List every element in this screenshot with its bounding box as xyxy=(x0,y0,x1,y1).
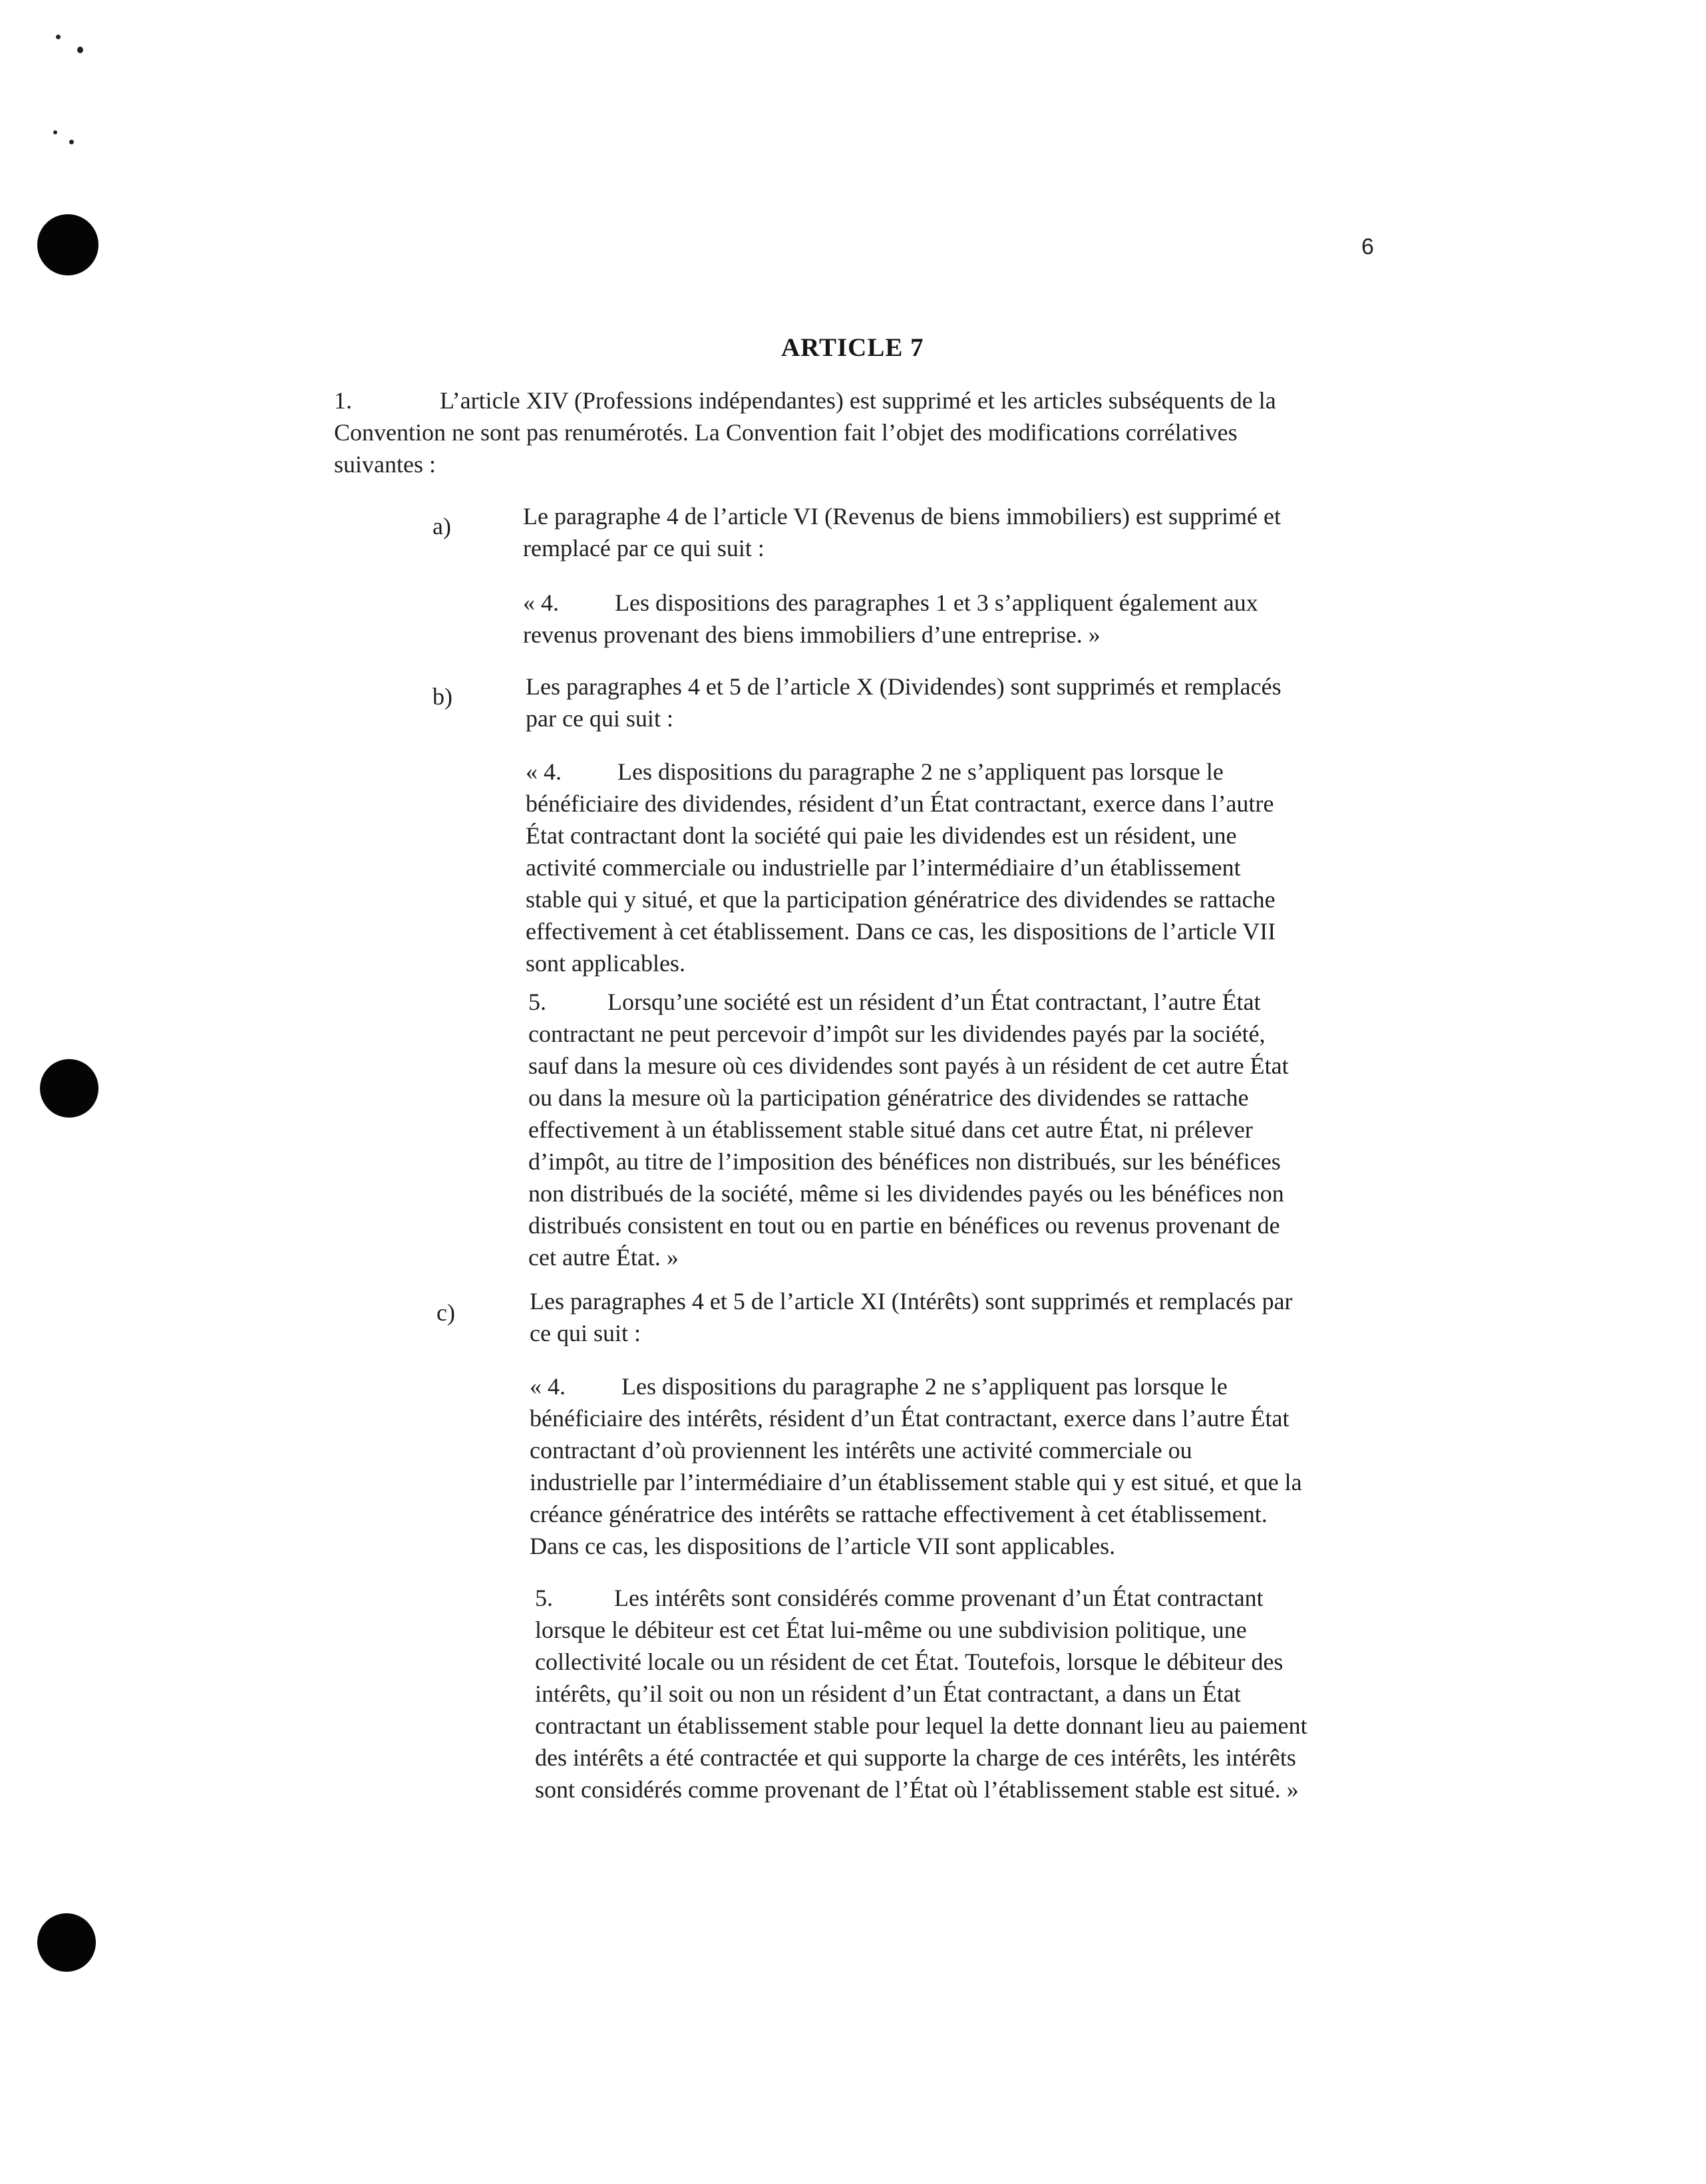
item-c-p5-line: intérêts, qu’il soit ou non un résident d’un État contractant, a dans un État xyxy=(535,1680,1241,1707)
paragraph-1-line: Convention ne sont pas renumérotés. La Convention fait l’objet des modifications corrélatives xyxy=(334,419,1238,446)
item-b-p4-line: État contractant dont la société qui paie les dividendes est un résident, une xyxy=(526,822,1237,849)
item-c-intro-line: ce qui suit : xyxy=(530,1320,641,1346)
item-b-intro-line: Les paragraphes 4 et 5 de l’article X (Dividendes) sont supprimés et remplacés xyxy=(526,673,1281,700)
item-b-p4-line: sont applicables. xyxy=(526,950,685,977)
item-c-p5-line: 5. Les intérêts sont considérés comme provenant d’un État contractant xyxy=(535,1582,1400,1614)
item-c-paragraph-4 xyxy=(530,1370,1395,1562)
item-a-intro-line: Le paragraphe 4 de l’article VI (Revenus de biens immobiliers) est supprimé et xyxy=(523,503,1281,530)
item-b-p4-line: « 4. Les dispositions du paragraphe 2 ne s’appliquent pas lorsque le xyxy=(526,756,1391,788)
item-c-intro xyxy=(530,1285,1395,1349)
item-b-p5-line: ou dans la mesure où la participation génératrice des dividendes se rattache xyxy=(528,1084,1249,1111)
item-b-paragraph-4 xyxy=(526,756,1391,979)
punch-hole-bottom xyxy=(37,1913,96,1972)
item-c-p5-line: lorsque le débiteur est cet État lui-même ou une subdivision politique, une xyxy=(535,1617,1247,1643)
scan-speck xyxy=(77,47,83,53)
item-b-p4-line: effectivement à cet établissement. Dans ce cas, les dispositions de l’article VII xyxy=(526,918,1276,945)
item-b-intro-line: par ce qui suit : xyxy=(526,705,673,732)
item-b-p5-line: effectivement à un établissement stable situé dans cet autre État, ni prélever xyxy=(528,1116,1253,1143)
article-title: ARTICLE 7 xyxy=(781,333,924,362)
item-b-p5-line: 5. Lorsqu’une société est un résident d’un État contractant, l’autre État xyxy=(528,986,1393,1018)
item-a-paragraph-4 xyxy=(523,587,1388,651)
item-c-p4-line: Dans ce cas, les dispositions de l’article VII sont applicables. xyxy=(530,1533,1116,1559)
page-number: 6 xyxy=(1361,234,1374,259)
item-a-intro-line: remplacé par ce qui suit : xyxy=(523,535,765,561)
paragraph-1-line: suivantes : xyxy=(334,451,436,478)
item-c-p4-line: contractant d’où proviennent les intérêts une activité commerciale ou xyxy=(530,1437,1192,1464)
item-b-p5-line: sauf dans la mesure où ces dividendes sont payés à un résident de cet autre État xyxy=(528,1052,1289,1079)
item-b-paragraph-5 xyxy=(528,986,1393,1273)
item-b-p4-line: bénéficiaire des dividendes, résident d’un État contractant, exerce dans l’autre xyxy=(526,790,1274,817)
item-c-paragraph-5 xyxy=(535,1582,1400,1805)
item-label-b: b) xyxy=(432,683,452,710)
quoted-paragraph-number: « 4. xyxy=(530,1373,566,1400)
item-b-p5-line: distribués consistent en tout ou en partie en bénéfices ou revenus provenant de xyxy=(528,1212,1280,1239)
item-a-p4-line: « 4. Les dispositions des paragraphes 1 et 3 s’appliquent également aux xyxy=(523,587,1388,619)
quoted-paragraph-number: 5. xyxy=(528,989,546,1015)
punch-hole-top xyxy=(37,214,98,275)
item-c-p5-line: sont considérés comme provenant de l’État où l’établissement stable est situé. » xyxy=(535,1776,1299,1803)
item-c-p4-line: « 4. Les dispositions du paragraphe 2 ne s’appliquent pas lorsque le xyxy=(530,1370,1395,1402)
item-label-a: a) xyxy=(432,513,451,540)
scan-speck xyxy=(56,35,61,39)
quoted-paragraph-number: « 4. xyxy=(523,589,559,616)
item-b-p5-line: cet autre État. » xyxy=(528,1244,679,1271)
item-c-intro-line: Les paragraphes 4 et 5 de l’article XI (Intérêts) sont supprimés et remplacés par xyxy=(530,1288,1293,1315)
item-c-p4-line: bénéficiaire des intérêts, résident d’un État contractant, exerce dans l’autre État xyxy=(530,1405,1289,1432)
scan-speck xyxy=(53,130,57,134)
paragraph-1-line: 1. L’article XIV (Professions indépendantes) est supprimé et les articles subséquents de la xyxy=(334,385,1372,416)
item-c-p5-line: des intérêts a été contractée et qui supporte la charge de ces intérêts, les intérêts xyxy=(535,1744,1296,1771)
item-b-intro xyxy=(526,671,1391,734)
paragraph-number: 1. xyxy=(334,387,352,414)
item-a-p4-line: revenus provenant des biens immobiliers d’une entreprise. » xyxy=(523,621,1101,648)
item-b-p4-line: stable qui y situé, et que la participation génératrice des dividendes se rattache xyxy=(526,886,1276,913)
item-label-c: c) xyxy=(436,1299,455,1326)
quoted-paragraph-number: « 4. xyxy=(526,758,562,785)
item-c-p5-line: collectivité locale ou un résident de cet État. Toutefois, lorsque le débiteur des xyxy=(535,1648,1283,1675)
item-c-p4-line: créance génératrice des intérêts se rattache effectivement à cet établissement. xyxy=(530,1501,1268,1527)
item-a-intro xyxy=(523,500,1388,564)
item-b-p5-line: d’impôt, au titre de l’imposition des bénéfices non distribués, sur les bénéfices xyxy=(528,1148,1281,1175)
item-c-p5-line: contractant un établissement stable pour lequel la dette donnant lieu au paiement xyxy=(535,1712,1307,1739)
quoted-paragraph-number: 5. xyxy=(535,1585,553,1611)
item-b-p5-line: contractant ne peut percevoir d’impôt sur les dividendes payés par la société, xyxy=(528,1020,1266,1047)
item-b-p4-line: activité commerciale ou industrielle par l’intermédiaire d’un établissement xyxy=(526,854,1241,881)
scan-speck xyxy=(69,140,74,144)
punch-hole-middle xyxy=(40,1059,98,1118)
item-b-p5-line: non distribués de la société, même si les dividendes payés ou les bénéfices non xyxy=(528,1180,1284,1207)
item-c-p4-line: industrielle par l’intermédiaire d’un établissement stable qui y est situé, et que la xyxy=(530,1469,1302,1495)
paragraph-1 xyxy=(334,385,1372,480)
